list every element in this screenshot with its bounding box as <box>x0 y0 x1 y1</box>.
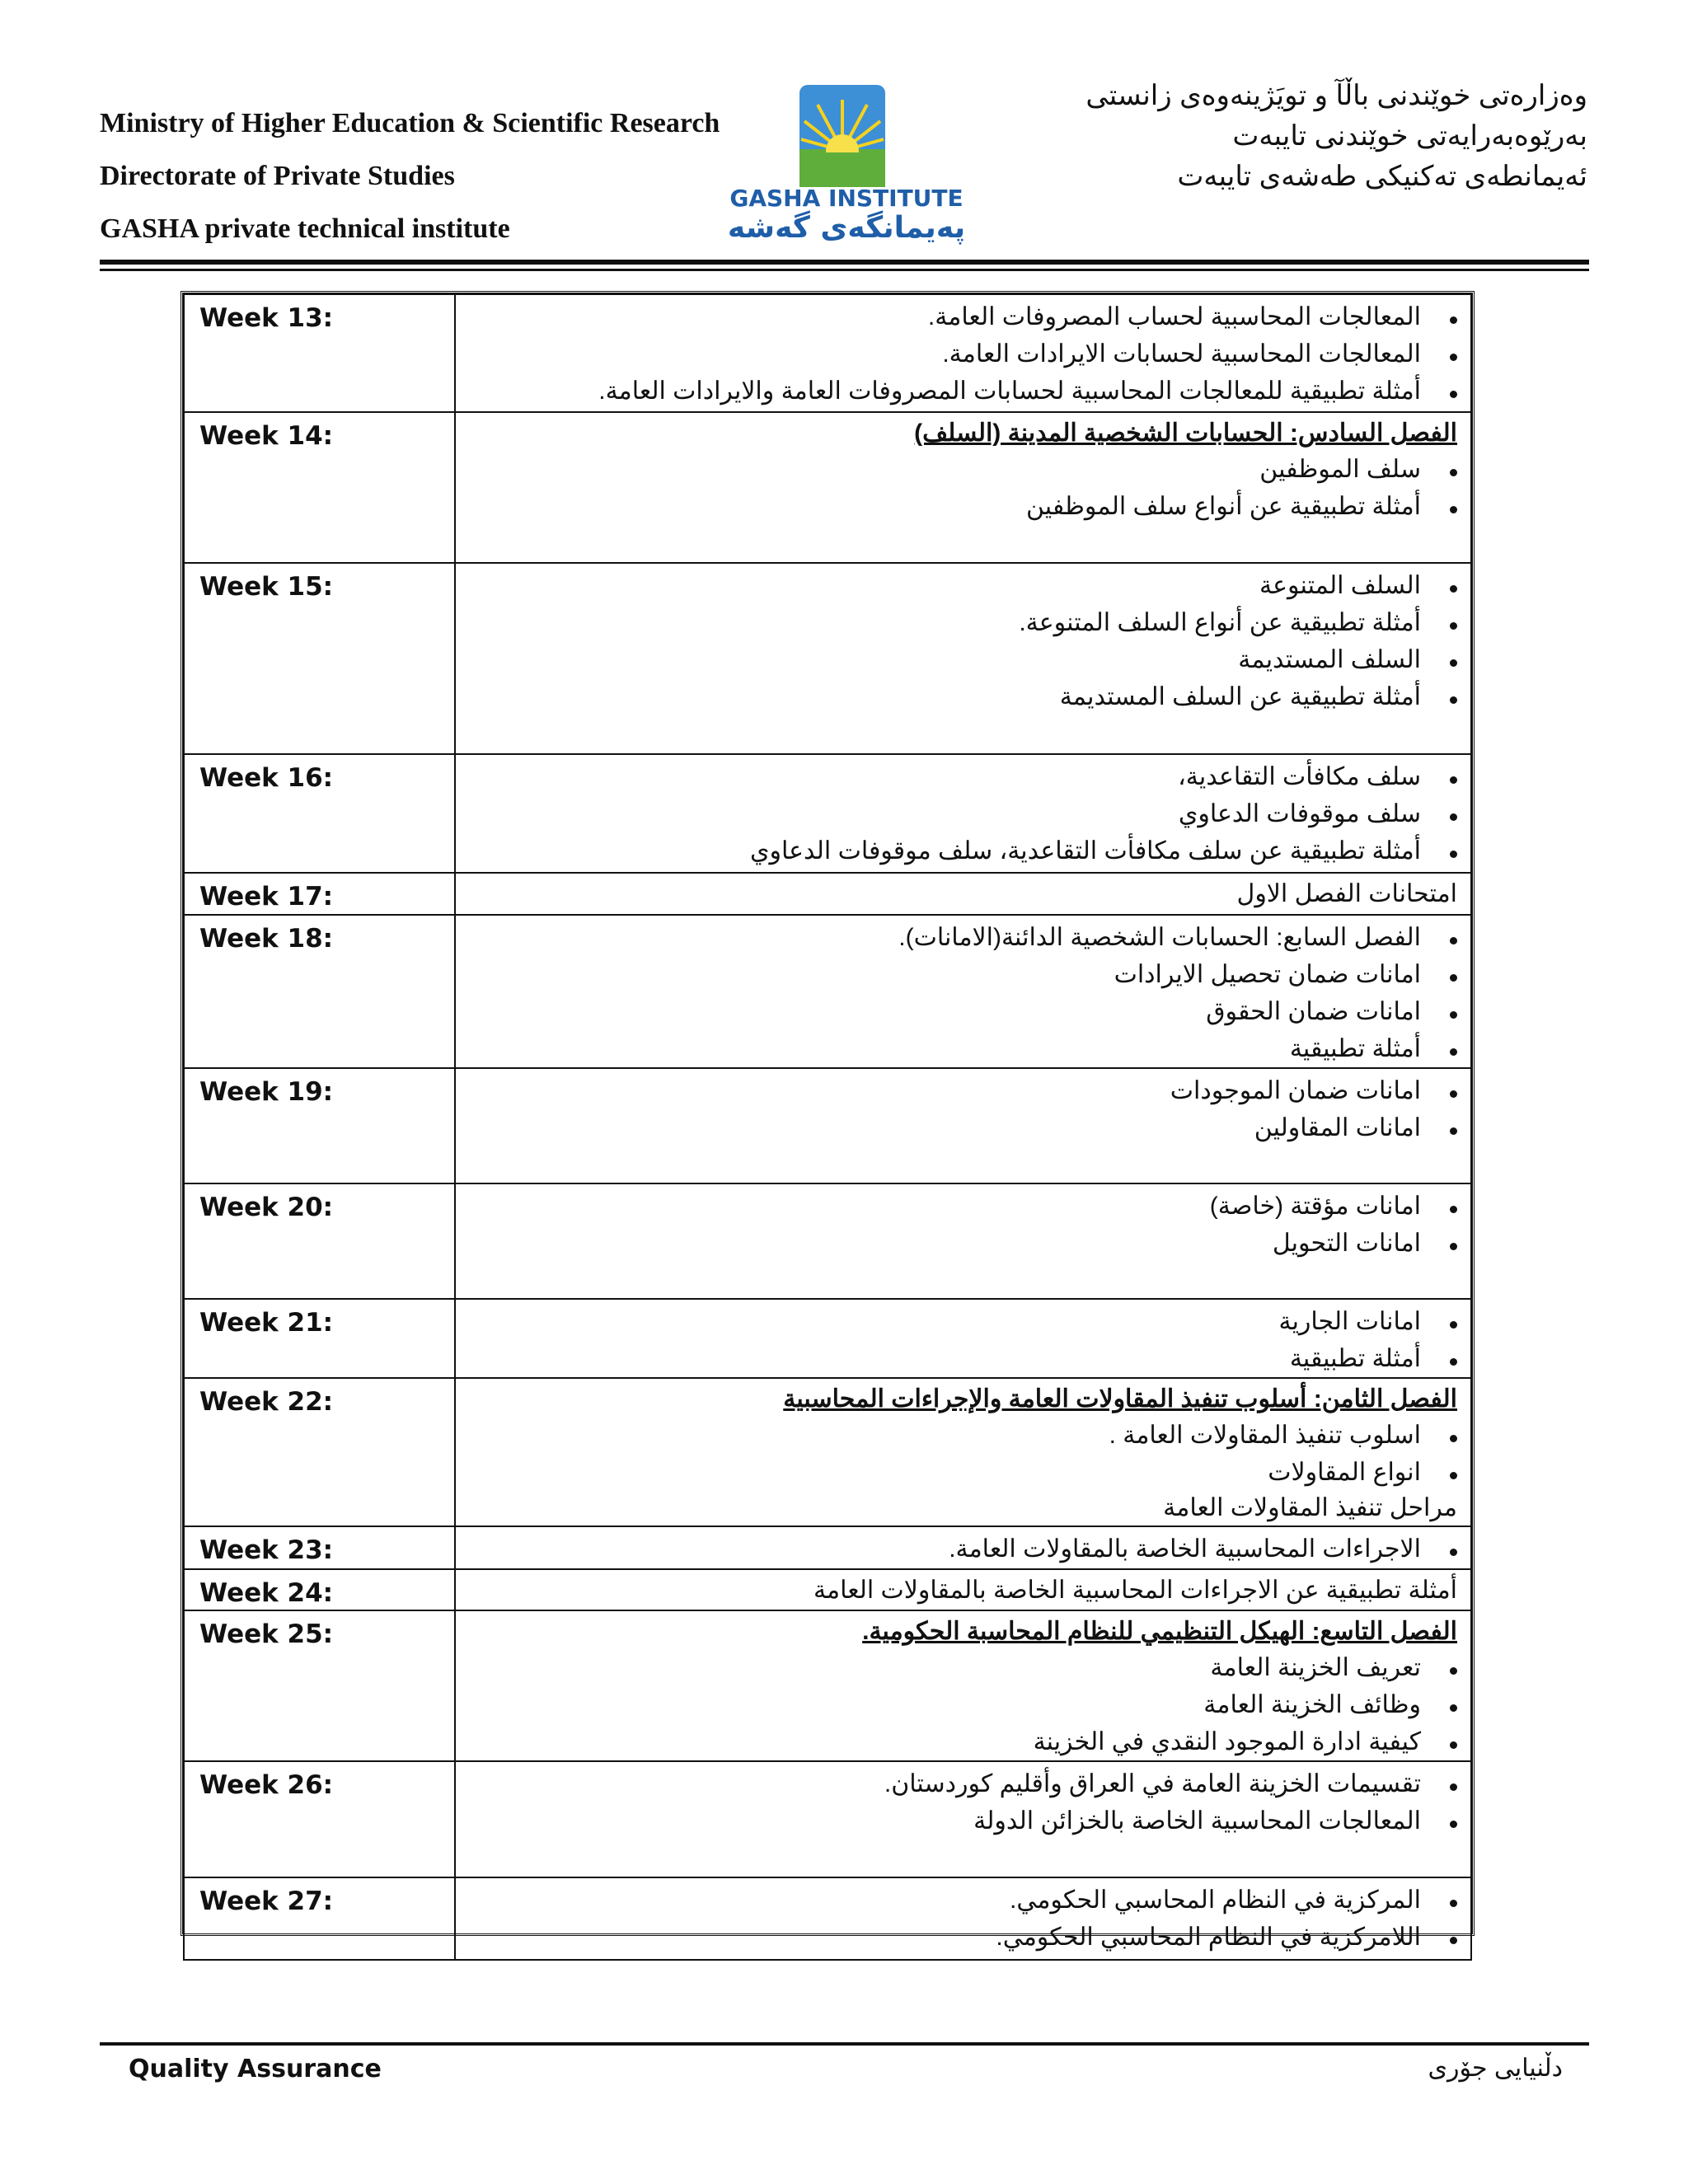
schedule-row <box>184 1877 1471 1960</box>
week-label: Week 24: <box>184 1569 455 1610</box>
schedule-row <box>184 1569 1471 1610</box>
topic-item: الفصل السابع: الحسابات الشخصية الدائنة(الامانات). <box>466 919 1421 956</box>
footer-divider <box>100 2042 1589 2046</box>
schedule-row <box>184 1761 1471 1877</box>
week-content <box>455 1183 1471 1299</box>
logo-text-kurdish: پەیمانگەی گەشە <box>727 211 966 245</box>
week-content <box>455 1378 1471 1526</box>
topic-list <box>466 298 1457 410</box>
header-right <box>1060 76 1587 197</box>
schedule-row <box>184 294 1471 412</box>
topic-item: اسلوب تنفيذ المقاولات العامة . <box>466 1417 1421 1454</box>
footer-quality-assurance-kurdish: دڵنیایی جۆری <box>1428 2055 1563 2082</box>
schedule-row <box>184 1299 1471 1378</box>
week-label: Week 13: <box>184 294 455 412</box>
week-label: Week 26: <box>184 1761 455 1877</box>
topic-item: أمثلة تطبيقية عن أنواع السلف المتنوعة. <box>466 604 1421 641</box>
chapter-title: الفصل السادس: الحسابات الشخصية المدينة (السلف) <box>914 419 1457 447</box>
week-content <box>455 1526 1471 1569</box>
topic-item: سلف موقوفات الدعاوي <box>466 795 1421 832</box>
schedule-row <box>184 1068 1471 1183</box>
week-content <box>455 1569 1471 1610</box>
week-content <box>455 1877 1471 1960</box>
institute-name-kurdish: ئەیمانطەی تەکنیکی طەشەی تایبەت <box>1177 161 1587 192</box>
ministry-name-kurdish: وەزارەتی خوێندنی باڵآ و تویَژینەوەی زانستی <box>1085 80 1587 111</box>
topic-item: المركزية في النظام المحاسبي الحكومي. <box>466 1882 1421 1919</box>
topic-item: كيفية ادارة الموجود النقدي في الخزينة <box>466 1723 1421 1760</box>
topic-item: أمثلة تطبيقية عن السلف المستديمة <box>466 678 1421 715</box>
schedule-row <box>184 915 1471 1068</box>
topic-item: أمثلة تطبيقية <box>466 1030 1421 1067</box>
topic-list <box>466 1303 1457 1377</box>
chapter-title: الفصل التاسع: الهيكل التنظيمي للنظام المحاسبة الحكومية. <box>862 1618 1457 1645</box>
week-label: Week 15: <box>184 563 455 754</box>
schedule-row <box>184 1526 1471 1569</box>
topic-list <box>466 1649 1457 1760</box>
week-content <box>455 1761 1471 1877</box>
directorate-name: Directorate of Private Studies <box>100 161 455 191</box>
header-divider-thick <box>100 260 1589 265</box>
topic-item: امانات الجارية <box>466 1303 1421 1340</box>
topic-list <box>466 1765 1457 1840</box>
topic-item: امانات ضمان تحصيل الايرادات <box>466 956 1421 993</box>
week-label: Week 17: <box>184 873 455 915</box>
week-label: Week 19: <box>184 1068 455 1183</box>
week-content <box>455 1610 1471 1761</box>
week-content <box>455 1299 1471 1378</box>
week-content <box>455 294 1471 412</box>
footer-quality-assurance: Quality Assurance <box>129 2055 382 2083</box>
topic-list <box>466 567 1457 715</box>
week-label: Week 16: <box>184 754 455 873</box>
header-divider-thin <box>100 269 1589 271</box>
topic-item: أمثلة تطبيقية عن أنواع سلف الموظفين <box>466 488 1421 525</box>
topic-item: سلف مكافأت التقاعدية، <box>466 758 1421 795</box>
schedule-row <box>184 1610 1471 1761</box>
week-content <box>455 873 1471 915</box>
schedule-row <box>184 563 1471 754</box>
topic-item: المعالجات المحاسبية الخاصة بالخزائن الدولة <box>466 1802 1421 1840</box>
topic-item: السلف المتنوعة <box>466 567 1421 604</box>
week-label: Week 21: <box>184 1299 455 1378</box>
topic-item: اللامركزية في النظام المحاسبي الحكومي. <box>466 1919 1421 1956</box>
weekly-schedule-table <box>181 291 1475 1951</box>
topic-text: أمثلة تطبيقية عن الاجراءات المحاسبية الخاصة بالمقاولات العامة <box>813 1577 1457 1604</box>
directorate-name-kurdish: بەرێوەبەرایەتی خوێندنی تایبەت <box>1232 120 1587 152</box>
topic-item: الاجراءات المحاسبية الخاصة بالمقاولات العامة. <box>466 1530 1421 1568</box>
schedule-row <box>184 1183 1471 1299</box>
week-content <box>455 915 1471 1068</box>
topic-item: انواع المقاولات <box>466 1454 1421 1491</box>
topic-item: تقسيمات الخزينة العامة في العراق وأقليم كوردستان. <box>466 1765 1421 1802</box>
topic-text: مراحل تنفيذ المقاولات العامة <box>1163 1494 1457 1521</box>
topic-list <box>466 919 1457 1067</box>
week-label: Week 18: <box>184 915 455 1068</box>
topic-item: امانات ضمان الحقوق <box>466 993 1421 1030</box>
topic-item: سلف الموظفين <box>466 451 1421 488</box>
week-content <box>455 754 1471 873</box>
topic-item: المعالجات المحاسبية لحساب المصروفات العامة. <box>466 298 1421 335</box>
topic-item: المعالجات المحاسبية لحسابات الايرادات العامة. <box>466 335 1421 373</box>
week-content <box>455 412 1471 563</box>
schedule-row <box>184 873 1471 915</box>
topic-list <box>466 451 1457 525</box>
topic-item: أمثلة تطبيقية عن سلف مكافأت التقاعدية، سلف موقوفات الدعاوي <box>466 832 1421 869</box>
week-label: Week 23: <box>184 1526 455 1569</box>
topic-list <box>466 1417 1457 1491</box>
topic-item: امانات المقاولين <box>466 1109 1421 1146</box>
topic-list <box>466 1072 1457 1146</box>
schedule-row <box>184 1378 1471 1526</box>
gasha-logo <box>727 81 966 254</box>
topic-item: وظائف الخزينة العامة <box>466 1686 1421 1723</box>
week-label: Week 14: <box>184 412 455 563</box>
topic-list <box>466 1882 1457 1956</box>
topic-item: أمثلة تطبيقية <box>466 1340 1421 1377</box>
topic-list <box>466 758 1457 869</box>
topic-item: تعريف الخزينة العامة <box>466 1649 1421 1686</box>
topic-item: امانات ضمان الموجودات <box>466 1072 1421 1109</box>
chapter-title: الفصل الثامن: أسلوب تنفيذ المقاولات العامة والإجراءات المحاسبية <box>783 1385 1457 1413</box>
sunrise-logo-icon <box>799 85 885 187</box>
schedule-table <box>183 293 1472 1961</box>
logo-text-english: GASHA INSTITUTE <box>729 185 964 212</box>
topic-list <box>466 1188 1457 1262</box>
week-label: Week 27: <box>184 1877 455 1960</box>
topic-item: أمثلة تطبيقية للمعالجات المحاسبية لحسابات المصروفات العامة والايرادات العامة. <box>466 373 1421 410</box>
topic-item: امانات مؤقتة (خاصة) <box>466 1188 1421 1225</box>
topic-item: امانات التحويل <box>466 1225 1421 1262</box>
header-left <box>100 97 792 255</box>
week-content <box>455 1068 1471 1183</box>
schedule-row <box>184 754 1471 873</box>
week-label: Week 25: <box>184 1610 455 1761</box>
topic-text: امتحانات الفصل الاول <box>1236 880 1457 907</box>
institute-name: GASHA private technical institute <box>100 213 510 244</box>
week-content <box>455 563 1471 754</box>
week-label: Week 20: <box>184 1183 455 1299</box>
schedule-row <box>184 412 1471 563</box>
week-label: Week 22: <box>184 1378 455 1526</box>
ministry-name: Ministry of Higher Education & Scientific Research <box>100 108 720 138</box>
topic-item: السلف المستديمة <box>466 641 1421 678</box>
topic-list <box>466 1530 1457 1568</box>
